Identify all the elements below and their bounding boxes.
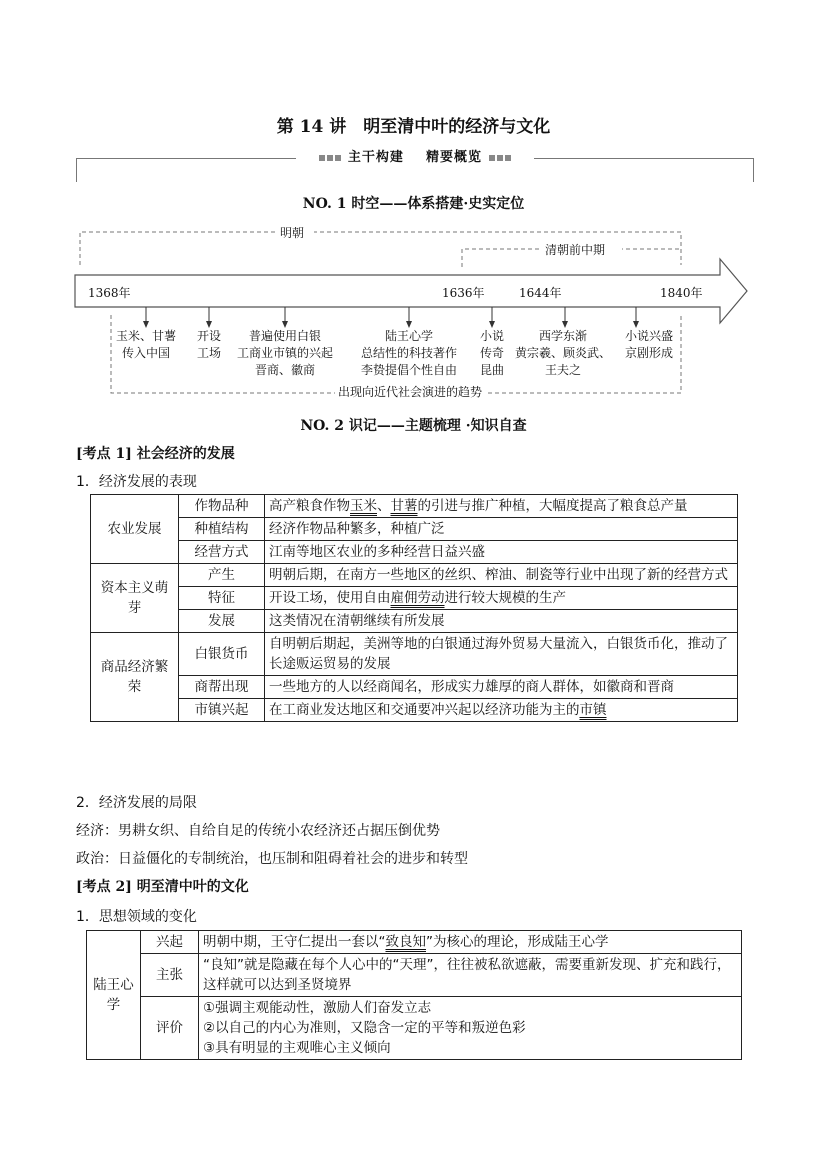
timeline-event: 小说兴盛 京剧形成 — [624, 329, 673, 360]
table-row: 种植结构 经济作物品种繁多，种植广泛 — [91, 518, 738, 541]
limit-politics: 政治：日益僵化的专制统治，也压制和阻碍着社会的进步和转型 — [76, 851, 468, 867]
group-lu-wang: 陆王心学 — [87, 931, 141, 1060]
economy-table — [90, 494, 738, 722]
year-1368: 1368年 — [88, 286, 131, 300]
banner-right-text: 精要概览 — [426, 150, 483, 165]
qing-label: 清朝前中期 — [545, 243, 606, 257]
section-1-heading: NO. 1 时空——体系搭建·史实定位 — [302, 196, 525, 212]
section-banner — [76, 150, 754, 182]
timeline-event: 西学东渐 黄宗羲、顾炎武、 王夫之 — [514, 329, 611, 377]
year-1644: 1644年 — [519, 286, 562, 300]
timeline-event: 小说 传奇 昆曲 — [479, 329, 504, 377]
table-row: 特征 开设工场，使用自由雇佣劳动进行较大规模的生产 — [91, 587, 738, 610]
key-point-2-heading: [考点 2] 明至清中叶的文化 — [76, 879, 249, 895]
year-1840: 1840年 — [660, 286, 703, 300]
group-capitalism: 资本主义萌芽 — [91, 564, 179, 633]
trend-label: 出现向近代社会演进的趋势 — [337, 385, 482, 399]
year-1636: 1636年 — [442, 286, 485, 300]
subheading-econ-performance: 1．经济发展的表现 — [76, 474, 197, 490]
group-commodity: 商品经济繁荣 — [91, 633, 179, 722]
table-row: 农业发展 作物品种 高产粮食作物玉米、甘薯的引进与推广种植，大幅度提高了粮食总产量 — [91, 495, 738, 518]
ming-label: 明朝 — [280, 226, 305, 240]
timeline-event: 陆王心学 总结性的科技著作 李贽提倡个性自由 — [360, 329, 457, 377]
limit-economy: 经济：男耕女织、自给自足的传统小农经济还占据压倒优势 — [76, 823, 440, 839]
timeline-event: 开设 工场 — [196, 329, 221, 360]
table-row: 主张 “良知”就是隐藏在每个人心中的“天理”，往往被私欲遮蔽，需要重新发现、扩充和践行，这样就可以达到圣贤境界 — [87, 954, 742, 997]
subheading-thought: 1．思想领域的变化 — [76, 909, 197, 925]
table-row: 资本主义萌芽 产生 明朝后期，在南方一些地区的丝织、榨油、制瓷等行业中出现了新的经营方式 — [91, 564, 738, 587]
thought-table — [86, 930, 742, 1060]
table-row: 评价 ①强调主观能动性，激励人们奋发立志 ②以自己的内心为准则，又隐含一定的平等和叛逆色彩 ③具有明显的主观唯心主义倾向 — [87, 997, 742, 1060]
page-title: 第 14 讲 明至清中叶的经济与文化 — [276, 117, 551, 137]
timeline-diagram — [70, 215, 760, 410]
section-2-heading: NO. 2 识记——主题梳理 ·知识自查 — [300, 418, 527, 434]
banner-left-text: 主干构建 — [347, 150, 404, 165]
table-row: 商品经济繁荣 白银货币 自明朝后期起，美洲等地的白银通过海外贸易大量流入，白银货币化，推动了长途贩运贸易的发展 — [91, 633, 738, 676]
subheading-econ-limits: 2．经济发展的局限 — [76, 795, 197, 811]
table-row: 发展 这类情况在清朝继续有所发展 — [91, 610, 738, 633]
timeline-event: 玉米、甘薯 传入中国 — [115, 329, 176, 360]
key-point-1-heading: [考点 1] 社会经济的发展 — [76, 446, 235, 462]
timeline-arrow — [75, 259, 747, 323]
group-agriculture: 农业发展 — [91, 495, 179, 564]
table-row: 市镇兴起 在工商业发达地区和交通要冲兴起以经济功能为主的市镇 — [91, 699, 738, 722]
table-row: 经营方式 江南等地区农业的多种经营日益兴盛 — [91, 541, 738, 564]
table-row: 陆王心学 兴起 明朝中期，王守仁提出一套以“致良知”为核心的理论，形成陆王心学 — [87, 931, 742, 954]
timeline-event: 普遍使用白银 工商业市镇的兴起 晋商、徽商 — [236, 329, 333, 377]
table-row: 商帮出现 一些地方的人以经商闻名，形成实力雄厚的商人群体，如徽商和晋商 — [91, 676, 738, 699]
